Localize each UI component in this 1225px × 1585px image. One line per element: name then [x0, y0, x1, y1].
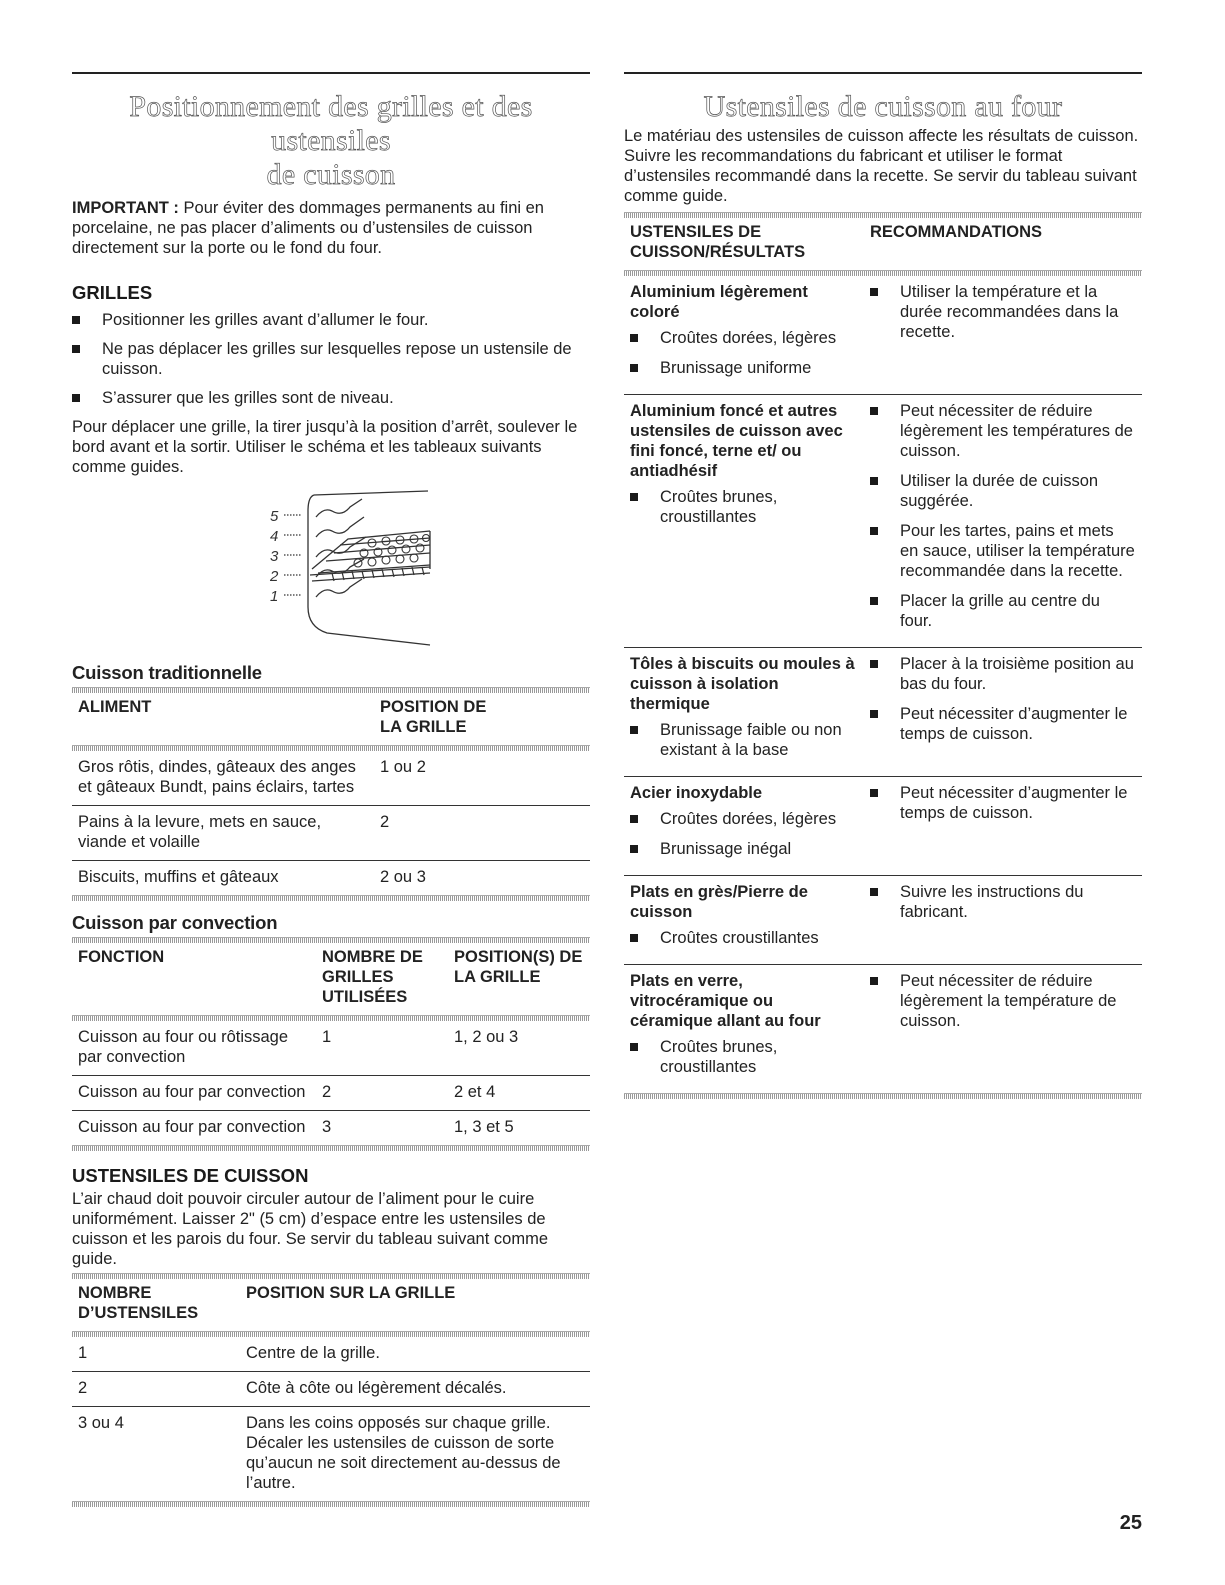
table-row [72, 1076, 590, 1111]
rack-label-2: 2 [270, 568, 279, 585]
bakeware-material-cell [624, 876, 864, 965]
conv-table-body [72, 1021, 590, 1145]
oven-rack-diagram [72, 477, 590, 649]
left-column [72, 72, 590, 1507]
table-row [72, 1021, 590, 1076]
grilles-paragraph: Pour déplacer une grille, la tirer jusqu’à la position d’arrêt, soulever le bord avant et la sortir. Utiliser le schéma et les tableaux suivants comme guides. [72, 418, 578, 476]
important-note [72, 198, 590, 258]
trad-food: Pains à la levure, mets en sauce, viande et volaille [72, 806, 374, 861]
list-item: Suivre les instructions du fabricant. [870, 882, 1136, 922]
bakeware-recs-cell [864, 876, 1142, 965]
table-rule [72, 1145, 590, 1151]
list-item: Croûtes dorées, légères [630, 809, 858, 829]
trad-heading: Cuisson traditionnelle [72, 662, 262, 683]
rack-label-1: 1 [270, 588, 279, 605]
table-rule [72, 895, 590, 901]
table-row [72, 751, 590, 806]
trad-col-aliment: ALIMENT [78, 698, 152, 716]
list-item: Brunissage inégal [630, 839, 858, 859]
grilles-heading: GRILLES [72, 282, 153, 303]
ust-pos: Centre de la grille. [240, 1337, 590, 1372]
page-number: 25 [1119, 1512, 1142, 1534]
trad-pos: 1 ou 2 [374, 751, 590, 806]
trad-food: Biscuits, muffins et gâteaux [78, 868, 279, 886]
conv-pos: 1, 3 et 5 [454, 1118, 514, 1136]
bakeware-col-recs: RECOMMANDATIONS [870, 223, 1043, 241]
bakeware-recs-cell [864, 276, 1142, 395]
grilles-list [72, 310, 590, 408]
list-item: Placer la grille au centre du four. [870, 591, 1136, 631]
list-item: Croûtes dorées, légères [630, 328, 858, 348]
list-item: Croûtes croustillantes [630, 928, 858, 948]
list-item: Utiliser la température et la durée recommandées dans la recette. [870, 282, 1136, 342]
list-item: Brunissage uniforme [630, 358, 858, 378]
bakeware-table-body [624, 276, 1142, 1093]
right-column [624, 72, 1142, 1099]
bakeware-table-head [624, 218, 1142, 270]
list-item: S’assurer que les grilles sont de niveau. [72, 388, 590, 408]
right-top-rule [624, 72, 1142, 74]
table-row [72, 1372, 590, 1407]
table-row [72, 861, 590, 896]
bakeware-material: Plats en grès/Pierre de cuisson [630, 883, 808, 921]
ust-pos: Dans les coins opposés sur chaque grille. Décaler les ustensiles de cuisson de sorte qu’aucun ne soit directement au-dessus de l’autre. [246, 1414, 561, 1492]
conv-num: 3 [322, 1118, 332, 1136]
list-item: Placer à la troisième position au bas du four. [870, 654, 1136, 694]
bakeware-intro: Le matériau des ustensiles de cuisson affecte les résultats de cuisson. Suivre les recommandations du fabricant et utiliser le format d’ustensiles recommandé dans la recette. Se servir du tableau suivant comme guide. [624, 127, 1139, 205]
rack-label-5: 5 [270, 508, 279, 525]
list-item: Positionner les grilles avant d’allumer le four. [72, 310, 590, 330]
list-item: Brunissage faible ou non existant à la base [630, 720, 858, 760]
list-item: Peut nécessiter de réduire légèrement la température de cuisson. [870, 971, 1136, 1031]
bakeware-recs-cell [864, 965, 1142, 1094]
list-item: Peut nécessiter d’augmenter le temps de cuisson. [870, 704, 1136, 744]
important-label: IMPORTANT : [72, 199, 179, 217]
ust-col-position: POSITION SUR LA GRILLE [246, 1284, 456, 1302]
trad-table-body [72, 751, 590, 895]
trad-pos: 2 ou 3 [380, 868, 426, 886]
conv-pos: 1, 2 ou 3 [448, 1021, 590, 1076]
bakeware-recs-cell [864, 777, 1142, 876]
bakeware-material-cell [624, 648, 864, 777]
conv-col-nombre: NOMBRE DE GRILLES UTILISÉES [322, 948, 423, 1006]
bakeware-material: Acier inoxydable [630, 784, 763, 802]
conv-func: Cuisson au four par convection [72, 1076, 316, 1111]
list-item: Croûtes brunes, croustillantes [630, 487, 858, 527]
conv-num: 1 [316, 1021, 448, 1076]
conv-pos: 2 et 4 [448, 1076, 590, 1111]
ust-pos: Côte à côte ou légèrement décalés. [240, 1372, 590, 1407]
table-row [72, 1111, 590, 1146]
conv-col-fonction: FONCTION [78, 948, 165, 966]
conv-heading: Cuisson par convection [72, 912, 278, 933]
list-item: Peut nécessiter d’augmenter le temps de cuisson. [870, 783, 1136, 823]
bakeware-material-cell [624, 965, 864, 1094]
conv-table-head [72, 943, 590, 1015]
bakeware-recs-cell [864, 395, 1142, 648]
section-title-line1: Positionnement des grilles et des ustensiles [129, 90, 533, 157]
table-row [624, 876, 1142, 965]
left-top-rule [72, 72, 590, 74]
bakeware-material: Plats en verre, vitrocéramique ou céramique allant au four [630, 972, 821, 1030]
bakeware-material-cell [624, 276, 864, 395]
list-item: Ne pas déplacer les grilles sur lesquelles repose un ustensile de cuisson. [72, 339, 590, 379]
important-text: Pour éviter des dommages permanents au fini en porcelaine, ne pas placer d’aliments ou d’ustensiles de cuisson directement sur la porte ou le fond du four. [72, 199, 544, 257]
table-row [624, 648, 1142, 777]
ustensiles-heading: USTENSILES DE CUISSON [72, 1165, 309, 1186]
table-rule [624, 1093, 1142, 1099]
table-row [72, 806, 590, 861]
conv-col-position: POSITION(S) DE LA GRILLE [454, 948, 583, 986]
rack-label-3: 3 [270, 548, 279, 565]
table-row [624, 965, 1142, 1094]
bakeware-col-material: USTENSILES DE CUISSON/RÉSULTATS [630, 223, 806, 261]
table-row [624, 777, 1142, 876]
ust-col-nombre: NOMBRE D’USTENSILES [78, 1284, 199, 1322]
bakeware-material-cell [624, 395, 864, 648]
rack-label-4: 4 [270, 528, 279, 545]
conv-num: 2 [316, 1076, 448, 1111]
ust-num: 2 [72, 1372, 240, 1407]
conv-func: Cuisson au four ou rôtissage par convection [72, 1021, 316, 1076]
list-item: Croûtes brunes, croustillantes [630, 1037, 858, 1077]
section-title-bakeware: Ustensiles de cuisson au four [703, 90, 1063, 123]
bakeware-recs-cell [864, 648, 1142, 777]
ust-num: 3 ou 4 [78, 1414, 124, 1432]
bakeware-material: Aluminium légèrement coloré [630, 283, 808, 321]
section-title-racks [72, 90, 590, 192]
bakeware-material: Tôles à biscuits ou moules à cuisson à isolation thermique [630, 655, 855, 713]
ustensiles-paragraph: L’air chaud doit pouvoir circuler autour de l’aliment pour le cuire uniformément. Laisser 2" (5 cm) d’espace entre les ustensiles de cuisson et les parois du four. Se servir du tableau suivant comme guide. [72, 1190, 548, 1268]
oven-rack-illustration [72, 477, 590, 649]
trad-food: Gros rôtis, dindes, gâteaux des anges et gâteaux Bundt, pains éclairs, tartes [72, 751, 374, 806]
ust-num: 1 [72, 1337, 240, 1372]
table-row [72, 1407, 590, 1502]
table-row [624, 276, 1142, 395]
table-row [624, 395, 1142, 648]
list-item: Utiliser la durée de cuisson suggérée. [870, 471, 1136, 511]
table-rule [72, 1501, 590, 1507]
conv-func: Cuisson au four par convection [78, 1118, 306, 1136]
bakeware-material: Aluminium foncé et autres ustensiles de cuisson avec fini foncé, terne et/ ou antiadhésif [630, 402, 843, 480]
list-item: Peut nécessiter de réduire légèrement les températures de cuisson. [870, 401, 1136, 461]
table-row [72, 1337, 590, 1372]
section-title-line2: de cuisson [266, 158, 396, 191]
ust-table-body [72, 1337, 590, 1501]
trad-pos: 2 [374, 806, 590, 861]
trad-table [72, 693, 590, 745]
trad-col-position: POSITION DE LA GRILLE [380, 698, 487, 736]
list-item: Pour les tartes, pains et mets en sauce, utiliser la température recommandée dans la recette. [870, 521, 1136, 581]
ust-table-head [72, 1279, 590, 1331]
bakeware-material-cell [624, 777, 864, 876]
